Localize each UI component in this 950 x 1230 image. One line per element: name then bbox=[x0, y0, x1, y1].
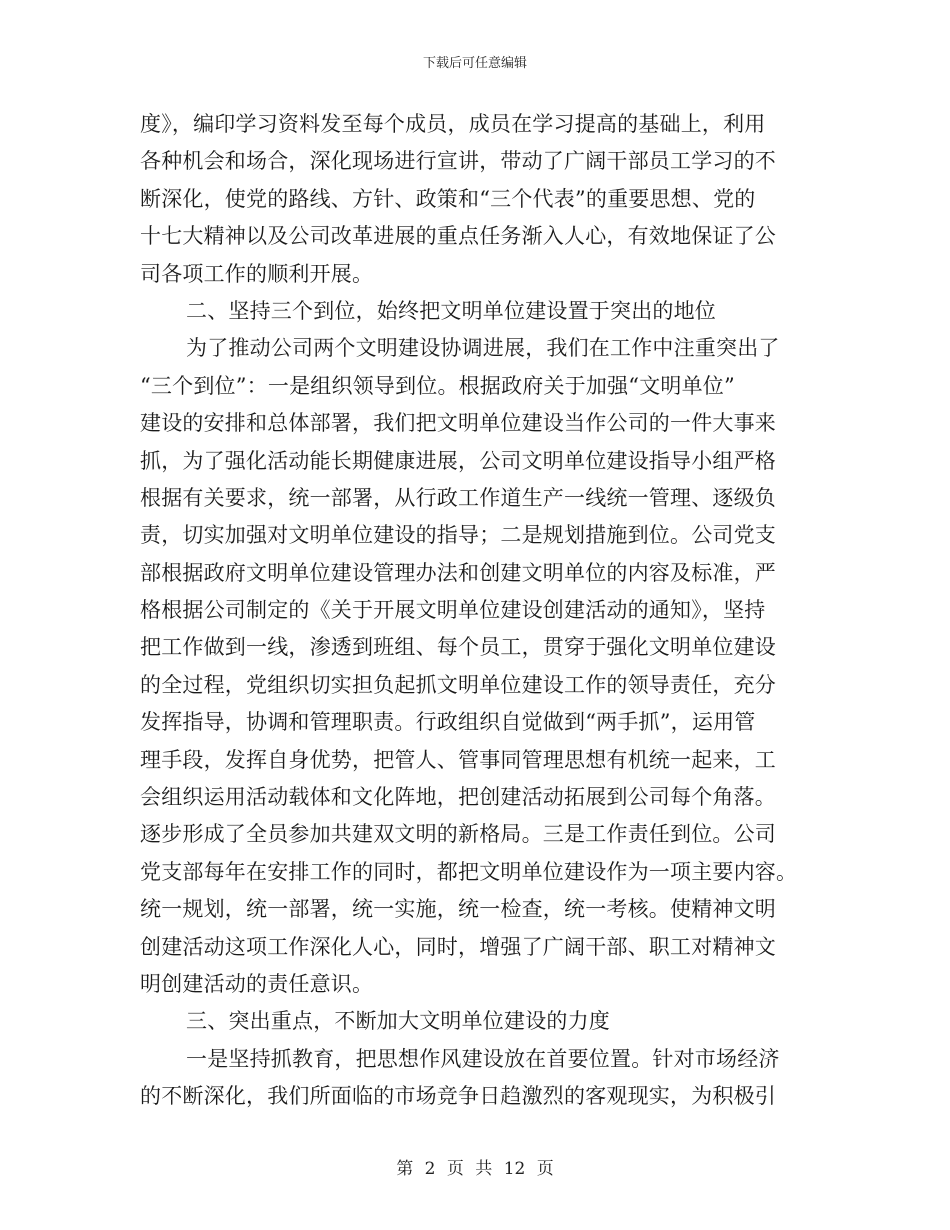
text-line: 创建活动这项工作深化人心，同时，增强了广阔干部、职工对精神文 bbox=[140, 934, 776, 959]
text-line: 部根据政府文明单位建设管理办法和创建文明单位的内容及标准，严 bbox=[140, 560, 776, 585]
text-line: 一是坚持抓教育，把思想作风建设放在首要位置。针对市场经济 bbox=[186, 1046, 780, 1071]
text-line: 责，切实加强对文明单位建设的指导；二是规划措施到位。公司党支 bbox=[140, 523, 776, 548]
text-line: 度》，编印学习资料发至每个成员，成员在学习提高的基础上，利用 bbox=[140, 112, 766, 136]
text-line: 发挥指导，协调和管理职责。行政组织自觉做到“两手抓”，运用管 bbox=[140, 710, 756, 735]
text-line: 建设的安排和总体部署，我们把文明单位建设当作公司的一件大事来 bbox=[140, 411, 776, 436]
text-line: 二、坚持三个到位，始终把文明单位建设置于突出的地位 bbox=[186, 298, 716, 323]
text-line: 统一规划，统一部署，统一实施，统一检查，统一考核。使精神文明 bbox=[140, 897, 776, 922]
text-line: “三个到位”：一是组织领导到位。根据政府关于加强“文明单位” bbox=[140, 373, 735, 398]
page-header-note: 下载后可任意编辑 bbox=[422, 56, 527, 71]
text-line: 十七大精神以及公司改革进展的重点任务渐入人心，有效地保证了公 bbox=[140, 224, 776, 249]
text-line: 各种机会和场合，深化现场进行宣讲，带动了广阔干部员工学习的不 bbox=[140, 149, 776, 174]
text-line: 格根据公司制定的《关于开展文明单位建设创建活动的通知》，坚持 bbox=[140, 598, 766, 623]
text-line: 的全过程，党组织切实担负起抓文明单位建设工作的领导责任，充分 bbox=[140, 672, 776, 697]
text-line: 三、突出重点，不断加大文明单位建设的力度 bbox=[186, 1009, 610, 1034]
text-line: 逐步形成了全员参加共建双文明的新格局。三是工作责任到位。公司 bbox=[140, 822, 776, 847]
document-body bbox=[140, 106, 812, 1116]
page-number-footer: 第 2 页 共 12 页 bbox=[396, 1159, 554, 1179]
text-line: 根据有关要求，统一部署，从行政工作道生产一线统一管理、逐级负 bbox=[140, 485, 776, 510]
text-line: 明创建活动的责任意识。 bbox=[140, 971, 374, 996]
text-line: 的不断深化，我们所面临的市场竞争日趋激烈的客观现实，为积极引 bbox=[140, 1084, 776, 1109]
text-line: 党支部每年在安排工作的同时，都把文明单位建设作为一项主要内容。 bbox=[140, 859, 798, 884]
text-line: 司各项工作的顺利开展。 bbox=[140, 261, 374, 286]
text-line: 会组织运用活动载体和文化阵地，把创建活动拓展到公司每个角落。 bbox=[140, 785, 776, 810]
text-line: 断深化，使党的路线、方针、政策和“三个代表”的重要思想、党的 bbox=[140, 186, 756, 211]
text-line: 把工作做到一线，渗透到班组、每个员工，贯穿于强化文明单位建设 bbox=[140, 635, 776, 660]
text-line: 抓，为了强化活动能长期健康进展，公司文明单位建设指导小组严格 bbox=[140, 448, 776, 473]
text-line: 理手段，发挥自身优势，把管人、管事同管理思想有机统一起来，工 bbox=[140, 747, 776, 772]
text-line: 为了推动公司两个文明建设协调进展，我们在工作中注重突出了 bbox=[186, 336, 780, 361]
